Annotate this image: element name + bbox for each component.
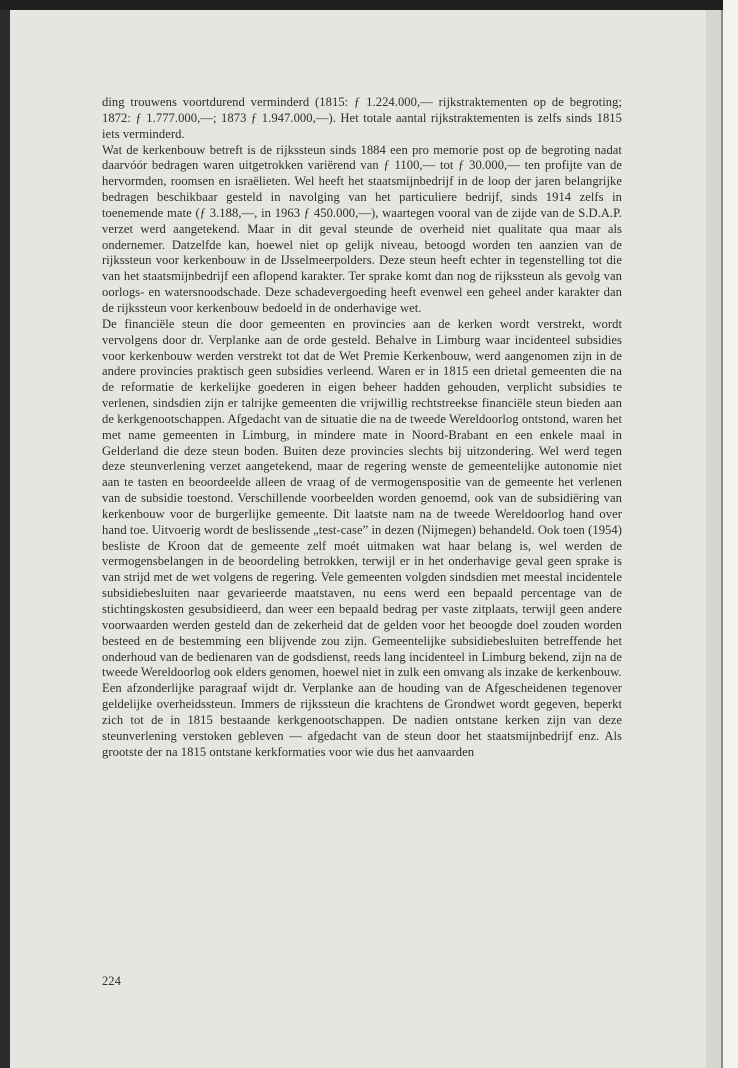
scan-margin	[723, 0, 738, 1068]
paragraph-4: Een afzonderlijke paragraaf wijdt dr. Verplanke aan de houding van de Afgescheidenen tegenover geldelijke overheidssteun. Immers de rijkssteun die krachtens de Grondwet wordt gegeven, beperkt zich tot de in 1815 bestaande kerkgenootschappen. De nadien ontstane kerken zijn van deze steunverlening verstoken gebleven — afgedacht van de steun door het staatsmijnbedrijf enz. Als grootste der na 1815 ontstane kerkformaties voor wie dus het aanvaarden	[102, 681, 622, 759]
page-number: 224	[102, 974, 121, 988]
paragraph-3: De financiële steun die door gemeenten en provincies aan de kerken wordt verstrekt, wordt vervolgens door dr. Verplanke aan de orde gesteld. Behalve in Limburg waar incidenteel subsidies voor kerkenbouw werden verstrekt tot dat de Wet Premie Kerkenbouw, werd aangenomen zijn in de andere provincies praktisch geen subsidies verleend. Waren er in 1815 een drietal gemeenten die na de reformatie de kerkelijke goederen in eigen beheer hadden gehouden, verplicht subsidies te verlenen, sindsdien zijn er talrijke gemeenten die vrijwillig rechtstreekse financiële steun bieden aan de kerkgenootschappen. Afgedacht van de situatie die na de tweede Wereldoorlog ontstond, waren het met name gemeenten in Limburg, in mindere mate in Noord-Brabant en een enkele maal in Gelderland die deze steun boden. Buiten deze provincies slechts bij uitzondering. Wel werd tegen deze steunverlening verzet aangetekend, maar de regering wenste de gemeentelijke autonomie niet aan te tasten en beoordeelde alleen de vraag of de vermogenspositie van de gemeente het verlenen van de subsidie toestond. Verschillende voorbeelden worden genoemd, ook van de subsidiëring van kerkenbouw voor de burgerlijke gemeente. Dit laatste nam na de tweede Wereldoorlog hand over hand toe. Uitvoerig wordt de beslissende „test-case” in dezen (Nijmegen) behandeld. Ook toen (1954) besliste de Kroon dat de gemeente zelf moét uitmaken wat haar belang is, wel werden de vermogensbelangen in de beoordeling betrokken, terwijl er in het onderhavige geval geen sprake is van strijd met de wet volgens de regering. Vele gemeenten volgden sindsdien met meestal incidentele subsidiebesluiten naar gevarieerde maatstaven, nu eens werd een bepaald percentage van de stichtingskosten gesubsidieerd, dan weer een bepaald bedrag per vaste zitplaats, terwijl geen andere voorwaarden werden gesteld dan de zekerheid dat de gelden voor het beoogde doel zouden worden besteed en de bestemming een blijvende zou zijn. Gemeentelijke subsidiebesluiten betreffende het onderhoud van de bedienaren van de godsdienst, reeds lang incidenteel in Limburg bekend, zijn na de tweede Wereldoorlog ook elders genomen, hoewel niet in zulk een omvang als inzake de kerkenbouw.	[102, 316, 622, 680]
scan-top-border	[0, 0, 738, 10]
page-edge-shadow	[706, 10, 721, 1068]
paragraph-2: Wat de kerkenbouw betreft is de rijkssteun sinds 1884 een pro memorie post op de begroting nadat daarvóór bedragen waren uitgetrokken variërend van ƒ 1100,— tot ƒ 30.000,— ten profijte van de hervormden, roomsen en israëlieten. Wel heeft het staatsmijnbedrijf in de loop der jaren belangrijke bedragen beschikbaar gesteld in navolging van het particuliere bedrijf, sinds 1914 zelfs in toenemende mate (ƒ 3.188,—, in 1963 ƒ 450.000,—), waartegen vooral van de zijde van de S.D.A.P. verzet werd aangetekend. Maar in dit geval steunde de overheid niet qualitate qua maar als ondernemer. Datzelfde kan, hoewel niet op gelijk niveau, betoogd worden ten aanzien van de rijkssteun voor kerkenbouw in de IJsselmeerpolders. Deze steun heeft echter in tegenstelling tot die van het staatsmijnbedrijf een aflopend karakter. Ter sprake komt dan nog de rijkssteun als gevolg van oorlogs- en watersnoodschade. Deze schadevergoeding heeft evenwel een geheel ander karakter dan de rijkssteun voor kerkenbouw bedoeld in de onderhavige wet.	[102, 142, 622, 315]
body-text	[102, 95, 622, 760]
paragraph-1: ding trouwens voortdurend verminderd (1815: ƒ 1.224.000,— rijkstraktementen op de begroting; 1872: ƒ 1.777.000,—; 1873 ƒ 1.947.000,—). Het totale aantal rijkstraktementen is zelfs sinds 1815 iets verminderd.	[102, 95, 622, 141]
